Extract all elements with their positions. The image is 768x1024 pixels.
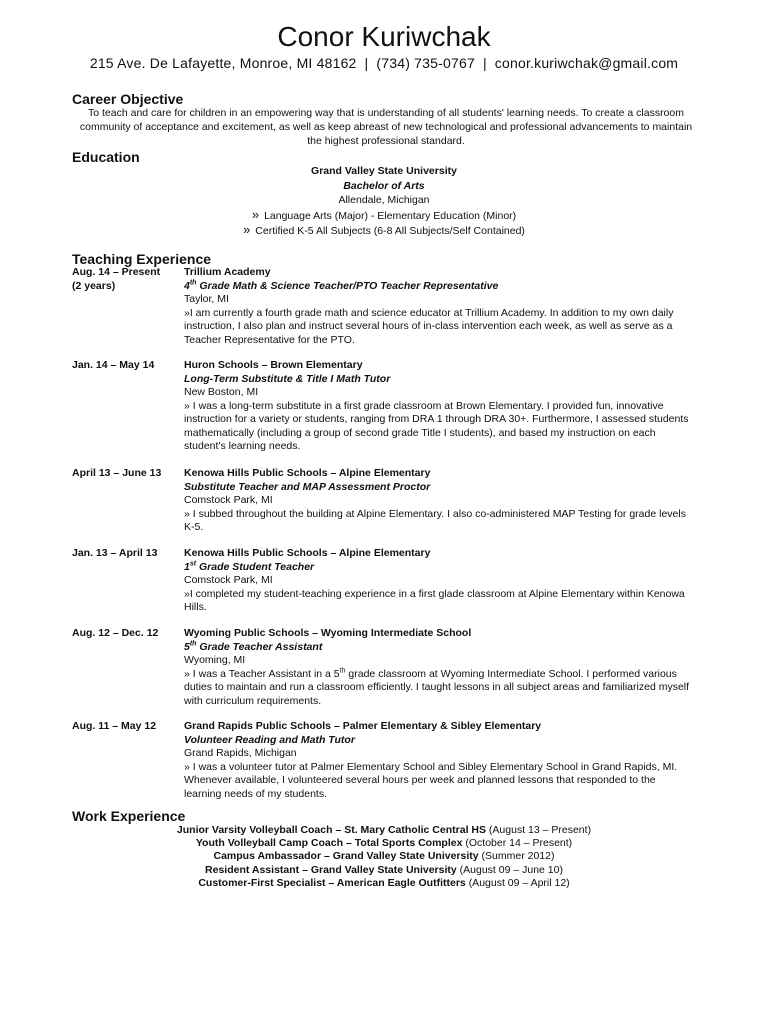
address: 215 Ave. De Lafayette, Monroe, MI 48162 [89,55,357,71]
work-item: Campus Ambassador – Grand Valley State University (Summer 2012) [213,850,555,863]
job-organization: Huron Schools – Brown Elementary [184,359,363,371]
job-body [184,359,694,454]
job-role: Substitute Teacher and MAP Assessment Proctor [184,480,431,493]
job-dates: Aug. 14 – Present (2 years) [72,266,161,292]
job-role: 4th Grade Math & Science Teacher/PTO Teacher Representative [184,279,499,292]
job-role: Volunteer Reading and Math Tutor [184,733,355,746]
job-body [184,627,694,708]
separator: | [482,55,487,71]
job-location: Wyoming, MI [184,654,246,666]
bullet-icon: » [251,206,260,222]
job-location: Taylor, MI [184,293,229,305]
job-description: »I am currently a fourth grade math and science educator at Trillium Academy. In addition to my own daily instruction, I also plan and instruct several hours of in-class intervention each week, as well as serve as a Teacher Representative for the PTO. [184,306,674,346]
degree: Bachelor of Arts [343,179,425,192]
job-body [184,547,694,615]
job-body [184,720,694,801]
work-item: Youth Volleyball Camp Coach – Total Sports Complex (October 14 – Present) [195,837,573,850]
job-dates: Jan. 13 – April 13 [72,547,158,559]
job-dates: Jan. 14 – May 14 [72,359,155,371]
job-role: Long-Term Substitute & Title I Math Tutor [184,372,391,385]
job-organization: Kenowa Hills Public Schools – Alpine Elementary [184,547,431,559]
section-heading-education: Education [72,149,140,165]
job-description: » I was a long-term substitute in a first grade classroom at Brown Elementary. I provided fun, innovative instruction for a variety or students, ranging from DRA 1 through DRA 30+. Furthermore, I assessed students mathematically (including a group of second grade Title I students), and based my instruction on each student's learning needs. [184,399,689,452]
section-heading-objective: Career Objective [72,91,184,107]
resume-name: Conor Kuriwchak [277,21,491,52]
section-heading-teaching: Teaching Experience [72,251,212,267]
job-location: Comstock Park, MI [184,494,273,506]
job-location: Comstock Park, MI [184,574,273,586]
job-description: » I was a volunteer tutor at Palmer Elementary School and Sibley Elementary School in Grand Rapids, MI. Whenever available, I volunteered several hours per week and planned lessons that responded to the learning needs of my students. [184,760,678,800]
job-description: » I subbed throughout the building at Alpine Elementary. I also co-administered MAP Testing for grade levels K-5. [184,507,686,533]
work-item: Resident Assistant – Grand Valley State University (August 09 – June 10) [205,863,563,876]
job-description: » I was a Teacher Assistant in a 5th grade classroom at Wyoming Intermediate School. I performed various duties to maintain and run a classroom efficiently. I taught lessons in all subject areas and familiarized myself with curriculum requirements. [184,667,690,707]
job-role: 1st Grade Student Teacher [184,560,315,573]
work-item: Customer-First Specialist – American Eagle Outfitters (August 09 – April 12) [198,876,570,889]
education-block [0,164,768,239]
bullet-icon: » [243,222,251,237]
work-list [0,824,768,890]
work-item: Junior Varsity Volleyball Coach – St. Mary Catholic Central HS (August 13 – Present) [176,824,592,836]
phone: (734) 735-0767 [376,55,475,71]
job-role: 5th Grade Teacher Assistant [184,640,323,653]
section-heading-work: Work Experience [72,808,186,824]
separator: | [364,55,369,71]
education-item: » Language Arts (Major) - Elementary Education (Minor) [251,206,517,222]
job-body [184,266,694,347]
email: conor.kuriwchak@gmail.com [494,55,679,71]
job-location: Grand Rapids, Michigan [184,747,297,759]
school-location: Allendale, Michigan [338,194,430,206]
job-organization: Kenowa Hills Public Schools – Alpine Elementary [184,467,431,479]
education-item: » Certified K-5 All Subjects (6-8 All Subjects/Self Contained) [243,222,525,237]
contact-line [0,54,768,72]
job-dates: April 13 – June 13 [72,467,162,479]
job-description: »I completed my student-teaching experience in a first glade classroom at Alpine Elementary within Kenowa Hills. [184,587,685,613]
job-organization: Trillium Academy [184,266,271,278]
job-organization: Grand Rapids Public Schools – Palmer Elementary & Sibley Elementary [184,720,542,732]
objective-text: To teach and care for children in an empowering way that is understanding of all students' learning needs. To create a classroom community of acceptance and excitement, as well as keep abreast of new technological and professional advancements to maintain the highest professional standard. [79,107,693,147]
job-location: New Boston, MI [184,386,259,398]
job-body [184,467,694,535]
job-organization: Wyoming Public Schools – Wyoming Intermediate School [184,627,472,639]
job-dates: Aug. 11 – May 12 [72,720,157,732]
job-dates: Aug. 12 – Dec. 12 [72,627,159,639]
school-name: Grand Valley State University [311,165,457,177]
